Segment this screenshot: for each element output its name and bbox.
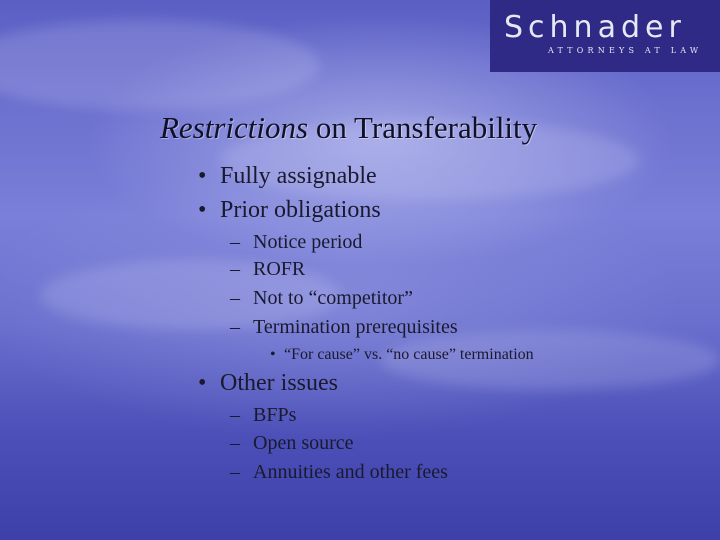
bullet-text: Open source bbox=[253, 432, 354, 454]
title-emphasis: Restrictions bbox=[160, 110, 309, 145]
bullet-item bbox=[198, 370, 338, 397]
slide-title bbox=[160, 110, 537, 146]
dash-icon: – bbox=[230, 404, 240, 426]
bullet-text: Notice period bbox=[253, 231, 363, 253]
dash-icon: – bbox=[230, 287, 240, 309]
sub-sub-bullet-item bbox=[270, 346, 534, 364]
sub-bullet-item bbox=[230, 404, 296, 427]
dash-icon: – bbox=[230, 316, 240, 338]
sub-bullet-item bbox=[230, 258, 305, 281]
bullet-dot-icon: • bbox=[198, 370, 207, 396]
sub-bullet-item bbox=[230, 461, 448, 484]
bullet-text: Annuities and other fees bbox=[253, 461, 448, 483]
bullet-text: “For cause” vs. “no cause” termination bbox=[284, 346, 534, 363]
title-rest: on Transferability bbox=[308, 110, 538, 145]
sub-bullet-item bbox=[230, 316, 458, 339]
sub-bullet-item bbox=[230, 287, 413, 310]
bullet-text: Prior obligations bbox=[220, 197, 381, 223]
logo-name: Schnader bbox=[504, 10, 686, 45]
bullet-dot-icon: • bbox=[198, 197, 207, 223]
sub-bullet-item bbox=[230, 432, 354, 455]
bullet-text: Termination prerequisites bbox=[253, 316, 458, 338]
bullet-text: ROFR bbox=[253, 258, 306, 280]
bullet-dot-icon: • bbox=[270, 346, 276, 363]
dash-icon: – bbox=[230, 461, 240, 483]
bullet-text: Not to “competitor” bbox=[253, 287, 413, 309]
sub-bullet-item bbox=[230, 231, 362, 254]
dash-icon: – bbox=[230, 258, 240, 280]
dash-icon: – bbox=[230, 432, 240, 454]
bullet-item bbox=[198, 197, 381, 224]
bullet-text: Fully assignable bbox=[220, 163, 377, 189]
bullet-item bbox=[198, 163, 377, 190]
bullet-text: Other issues bbox=[220, 370, 338, 396]
bullet-dot-icon: • bbox=[198, 163, 207, 189]
logo-tagline: ATTORNEYS AT LAW bbox=[548, 46, 703, 55]
background-cloud bbox=[0, 20, 320, 110]
dash-icon: – bbox=[230, 231, 240, 253]
bullet-text: BFPs bbox=[253, 404, 297, 426]
